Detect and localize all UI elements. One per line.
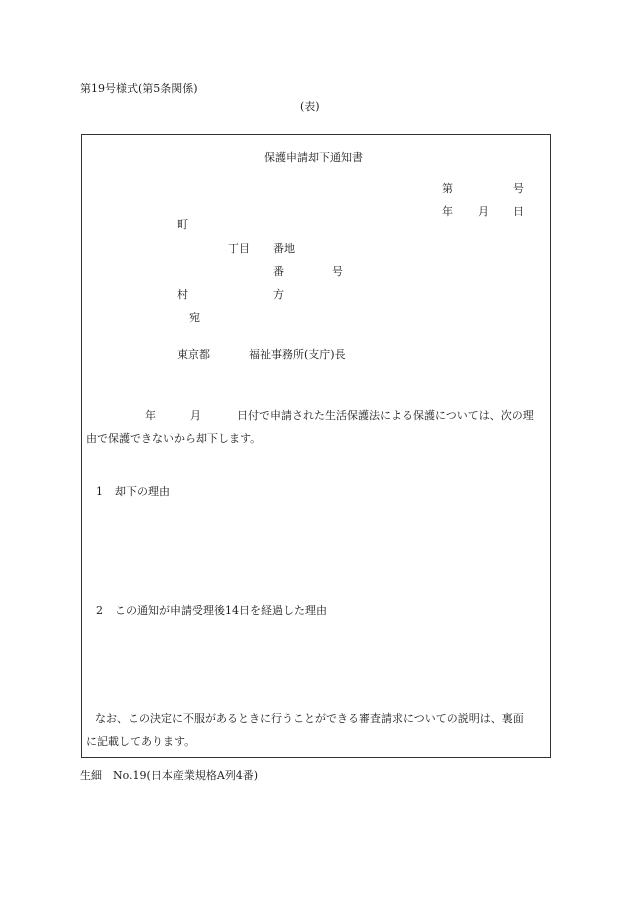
date-year: 年 xyxy=(442,205,453,218)
body-line-1: 日付で申請された生活保護法による保護については、次の理 xyxy=(237,409,534,422)
body-year: 年 xyxy=(145,409,156,422)
document-title: 保護申請却下通知書 xyxy=(264,151,363,164)
ref-number-prefix: 第 xyxy=(442,182,453,195)
address-village: 村 xyxy=(177,288,188,301)
date-month: 月 xyxy=(478,205,489,218)
appeal-note-line-1: なお、この決定に不服があるときに行うことができる審査請求についての説明は、裏面 xyxy=(95,712,524,725)
section-1-label: 却下の理由 xyxy=(115,485,170,498)
notice-frame xyxy=(81,134,551,758)
issuer-prefecture: 東京都 xyxy=(177,348,210,361)
address-kata: 方 xyxy=(273,288,284,301)
side-label: (表) xyxy=(300,100,320,113)
address-ate: 宛 xyxy=(189,311,200,324)
paper-spec: 生細 No.19(日本産業規格A列4番) xyxy=(80,769,259,782)
section-1-number: 1 xyxy=(96,485,103,498)
address-chome: 丁目 xyxy=(228,242,250,255)
address-ban: 番 xyxy=(273,265,284,278)
appeal-note-line-2: に記載してあります。 xyxy=(86,735,196,748)
ref-number-suffix: 号 xyxy=(513,182,524,195)
address-go: 号 xyxy=(332,265,343,278)
address-banchi: 番地 xyxy=(273,242,295,255)
date-day: 日 xyxy=(513,205,524,218)
body-month: 月 xyxy=(190,409,201,422)
section-2-label: この通知が申請受理後14日を経過した理由 xyxy=(115,604,327,617)
section-2-number: 2 xyxy=(96,604,103,617)
body-line-2: 由で保護できないから却下します。 xyxy=(86,432,262,445)
form-number: 第19号様式(第5条関係) xyxy=(80,82,198,95)
issuer-office: 福祉事務所(支庁)長 xyxy=(249,348,346,361)
address-town: 町 xyxy=(177,218,188,231)
